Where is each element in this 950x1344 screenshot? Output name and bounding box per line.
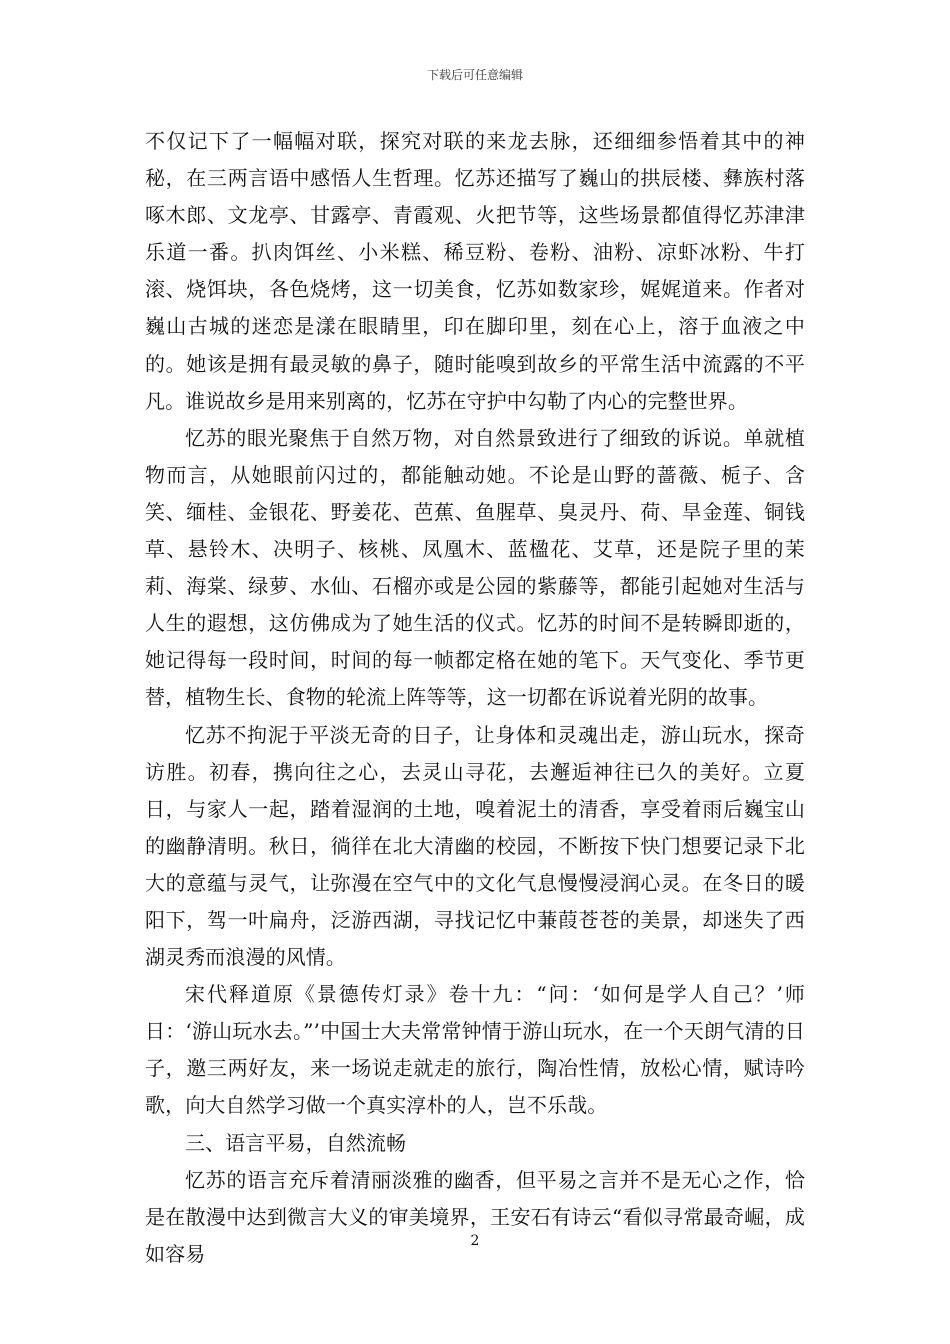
page-header: 下载后可任意编辑 xyxy=(426,68,523,82)
paragraph-travel: 忆苏不拘泥于平淡无奇的日子，让身体和灵魂出走，游山玩水，探奇访胜。初春，携向往之心，去灵山寻花，去邂逅神往已久的美好。立夏日，与家人一起，踏着湿润的土地，嗅着泥土的清香，享受着雨后巍宝山的幽静清明。秋日，徜徉在北大清幽的校园，不断按下快门想要记录下北大的意蕴与灵气，让弥漫在空气中的文化气息慢慢浸润心灵。在冬日的暖阳下，驾一叶扁舟，泛游西湖，寻找记忆中蒹葭苍苍的美景，却迷失了西湖灵秀而浪漫的风情。 xyxy=(145,722,805,970)
document-body xyxy=(145,123,805,1273)
page-number: 2 xyxy=(470,1233,480,1249)
paragraph-continued: 不仅记下了一幅幅对联，探究对联的来龙去脉，还细细参悟着其中的神秘，在三两言语中感悟人生哲理。忆苏还描写了巍山的拱辰楼、彝族村落啄木郎、文龙亭、甘露亭、青霞观、火把节等，这些场景都值得忆苏津津乐道一番。扒肉饵丝、小米糕、稀豆粉、卷粉、油粉、凉虾冰粉、牛打滚、烧饵块，各色烧烤，这一切美食，忆苏如数家珍，娓娓道来。作者对巍山古城的迷恋是漾在眼睛里，印在脚印里，刻在心上，溶于血液之中的。她该是拥有最灵敏的鼻子，随时能嗅到故乡的平常生活中流露的不平凡。谁说故乡是用来别离的，忆苏在守护中勾勒了内心的完整世界。 xyxy=(145,129,805,413)
paragraph-nature: 忆苏的眼光聚焦于自然万物，对自然景致进行了细致的诉说。单就植物而言，从她眼前闪过的，都能触动她。不论是山野的蔷薇、栀子、含笑、缅桂、金银花、野姜花、芭蕉、鱼腥草、臭灵丹、荷、旱金莲、铜钱草、悬铃木、决明子、核桃、凤凰木、蓝楹花、艾草，还是院子里的茉莉、海棠、绿萝、水仙、石榴亦或是公园的紫藤等，都能引起她对生活与人生的遐想，这仿佛成为了她生活的仪式。忆苏的时间不是转瞬即逝的，她记得每一段时间，时间的每一帧都定格在她的笔下。天气变化、季节更替，植物生长、食物的轮流上阵等等，这一切都在诉说着光阴的故事。 xyxy=(145,425,805,710)
paragraph-quote: 宋代释道原《景德传灯录》卷十九：“问：‘如何是学人自己？’师日：‘游山玩水去。”’中国士大夫常常钟情于游山玩水，在一个天朗气清的日子，邀三两好友，来一场说走就走的旅行，陶冶性情，放松心情，赋诗吟歌，向大自然学习做一个真实淳朴的人，岂不乐哉。 xyxy=(145,982,805,1118)
paragraph-language: 忆苏的语言充斥着清丽淡雅的幽香，但平易之言并不是无心之作，恰是在散漫中达到微言大义的审美境界，王安石有诗云“看似寻常最奇崛，成如容易 xyxy=(145,1167,805,1266)
section-heading: 三、语言平易，自然流畅 xyxy=(185,1130,407,1155)
